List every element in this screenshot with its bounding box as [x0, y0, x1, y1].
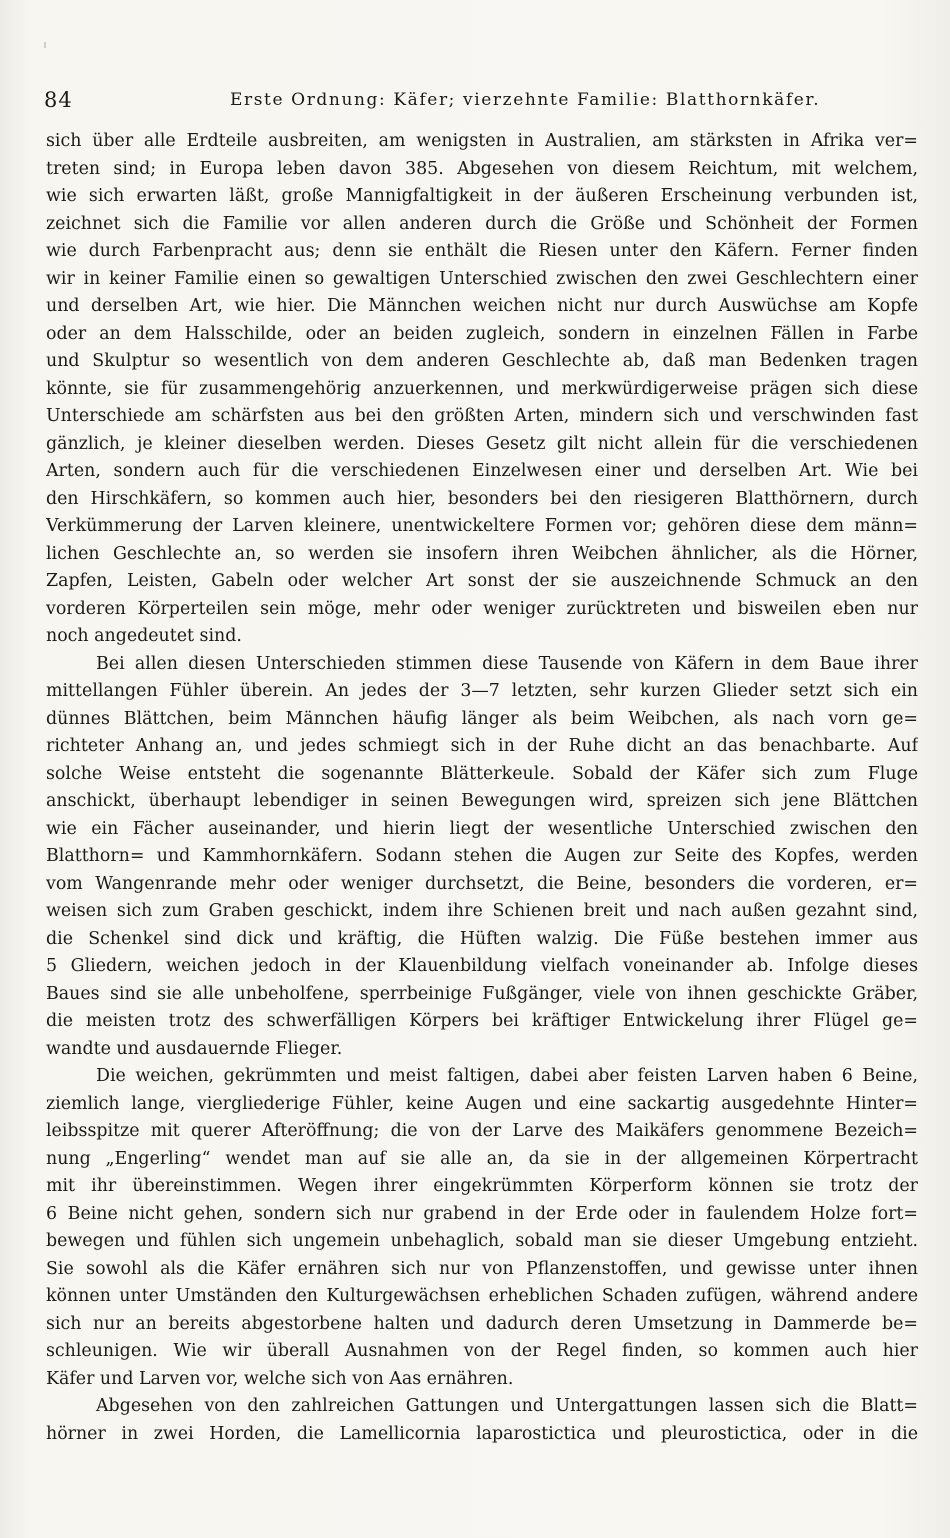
text-line: 5 Gliedern, weichen jedoch in der Klauenbildung vielfach voneinander ab. Infolge dieses: [46, 956, 918, 976]
text-line: mittellangen Fühler überein. An jedes der 3—7 letzten, sehr kurzen Glieder setzt sich ein: [46, 681, 918, 701]
text-line: Bei allen diesen Unterschieden stimmen diese Tausende von Käfern in dem Baue ihrer: [96, 653, 918, 674]
text-line: oder an dem Halsschilde, oder an beiden zugleich, sondern in einzelnen Fällen in Farbe: [46, 323, 918, 344]
text-line: richteter Anhang an, und jedes schmiegt sich in der Ruhe dicht an das benachbarte. Auf: [46, 736, 918, 756]
text-line: Arten, sondern auch für die verschiedenen Einzelwesen einer und derselben Art. Wie bei: [46, 461, 918, 481]
text-line: treten sind; in Europa leben davon 385. Abgesehen von diesem Reichtum, mit welchem,: [46, 158, 918, 179]
text-line: und derselben Art, wie hier. Die Männchen weichen nicht nur durch Auswüchse am Kopfe: [46, 296, 918, 316]
paragraph: [46, 128, 918, 651]
text-line: wie durch Farbenpracht aus; denn sie enthält die Riesen unter den Käfern. Ferner finden: [46, 241, 918, 261]
text-line: den Hirschkäfern, so kommen auch hier, besonders bei den riesigeren Blatthörnern, durch: [46, 488, 918, 509]
text-line: wir in keiner Familie einen so gewaltigen Unterschied zwischen den zwei Geschlechtern einer: [46, 268, 918, 289]
text-line: Blatthorn= und Kammhornkäfern. Sodann stehen die Augen zur Seite des Kopfes, werden: [46, 846, 918, 866]
text-line: die meisten trotz des schwerfälligen Körpers bei kräftiger Entwickelung ihrer Flügel ge=: [46, 1011, 918, 1031]
text-line: hörner in zwei Horden, die Lamellicornia laparostictica und pleurostictica, oder in die: [46, 1423, 918, 1444]
text-line: sich nur an bereits abgestorbene halten und dadurch deren Umsetzung in Dammerde be=: [46, 1313, 918, 1334]
text-line: Unterschiede am schärfsten aus bei den größten Arten, mindern sich und verschwinden fast: [46, 406, 918, 426]
text-line: zeichnet sich die Familie vor allen anderen durch die Größe und Schönheit der Formen: [46, 213, 918, 234]
text-line: Baues sind sie alle unbeholfene, sperrbeinige Fußgänger, viele von ihnen geschickte Gräber,: [46, 983, 918, 1004]
text-line: anschickt, überhaupt lebendiger in seinen Bewegungen wird, spreizen sich jene Blättchen: [46, 791, 918, 811]
text-line: sich über alle Erdteile ausbreiten, am wenigsten in Australien, am stärksten in Afrika ver=: [46, 131, 918, 151]
text-line: solche Weise entsteht die sogenannte Blätterkeule. Sobald der Käfer sich zum Fluge: [46, 763, 918, 784]
text-line: die Schenkel sind dick und kräftig, die Hüften walzig. Die Füße bestehen immer aus: [46, 928, 918, 949]
text-line: vorderen Körperteilen sein möge, mehr oder weniger zurücktreten und bisweilen eben nur: [46, 598, 918, 619]
paragraph: [46, 1393, 918, 1448]
text-line: leibsspitze mit querer Afteröffnung; die von der Larve des Maikäfers genommene Bezeich=: [46, 1121, 918, 1141]
text-line: und Skulptur so wesentlich von dem anderen Geschlechte ab, daß man Bedenken tragen: [46, 351, 918, 371]
text-line: können unter Umständen den Kulturgewächsen erheblichen Schaden zufügen, während andere: [46, 1286, 918, 1306]
text-line: lichen Geschlechte an, so werden sie insofern ihren Weibchen ähnlicher, als die Hörner,: [46, 543, 918, 564]
text-line: Zapfen, Leisten, Gabeln oder welcher Art sonst der sie auszeichnende Schmuck an den: [46, 571, 918, 591]
text-line: ziemlich lange, viergliederige Fühler, keine Augen und eine sackartig ausgedehnte Hinter=: [46, 1093, 918, 1114]
text-line: nung „Engerling“ wendet man auf sie alle an, da sie in der allgemeinen Körpertracht: [46, 1148, 918, 1169]
text-line: wie ein Fächer auseinander, und hierin liegt der wesentliche Unterschied zwischen den: [46, 818, 918, 839]
text-line: Abgesehen von den zahlreichen Gattungen und Untergattungen lassen sich die Blatt=: [96, 1396, 918, 1416]
text-line: weisen sich zum Graben geschickt, indem ihre Schienen breit und nach außen gezahnt sind,: [46, 901, 918, 921]
scan-speck: [44, 42, 46, 48]
page-header: [44, 88, 906, 118]
page-number: 84: [44, 88, 73, 112]
text-line: bewegen und fühlen sich ungemein unbehaglich, sobald man sie dieser Umgebung entzieht.: [46, 1231, 918, 1251]
text-line: wandte und ausdauernde Flieger.: [46, 1038, 343, 1059]
paragraph: [46, 1063, 918, 1393]
text-line: gänzlich, je kleiner dieselben werden. Dieses Gesetz gilt nicht allein für die verschiedenen: [46, 433, 918, 454]
text-line: könnte, sie für zusammengehörig anzuerkennen, und merkwürdigerweise prägen sich diese: [46, 378, 918, 399]
paragraph: [46, 651, 918, 1064]
text-line: noch angedeutet sind.: [46, 626, 242, 646]
text-line: 6 Beine nicht gehen, sondern sich nur grabend in der Erde oder in faulendem Holze fort=: [46, 1203, 918, 1224]
text-line: dünnes Blättchen, beim Männchen häufig länger als beim Weibchen, als nach vorn ge=: [46, 708, 918, 729]
text-line: wie sich erwarten läßt, große Mannigfaltigkeit in der äußeren Erscheinung verbunden ist,: [46, 186, 918, 206]
text-line: Verkümmerung der Larven kleinere, unentwickeltere Formen vor; gehören diese dem männ=: [46, 516, 918, 536]
text-line: mit ihr übereinstimmen. Wegen ihrer eingekrümmten Körperform können sie trotz der: [46, 1176, 918, 1196]
text-line: Käfer und Larven vor, welche sich von Aas ernähren.: [46, 1368, 514, 1389]
text-line: vom Wangenrande mehr oder weniger durchsetzt, die Beine, besonders die vorderen, er=: [46, 873, 918, 894]
text-line: Sie sowohl als die Käfer ernähren sich nur von Pflanzenstoffen, und gewisse unter ihnen: [46, 1258, 918, 1279]
running-head: Erste Ordnung: Käfer; vierzehnte Familie: Blatthornkäfer.: [230, 90, 821, 110]
text-line: Die weichen, gekrümmten und meist faltigen, dabei aber feisten Larven haben 6 Beine,: [96, 1066, 918, 1086]
body-text: [46, 128, 918, 1448]
text-line: schleunigen. Wie wir überall Ausnahmen von der Regel finden, so kommen auch hier: [46, 1341, 918, 1361]
